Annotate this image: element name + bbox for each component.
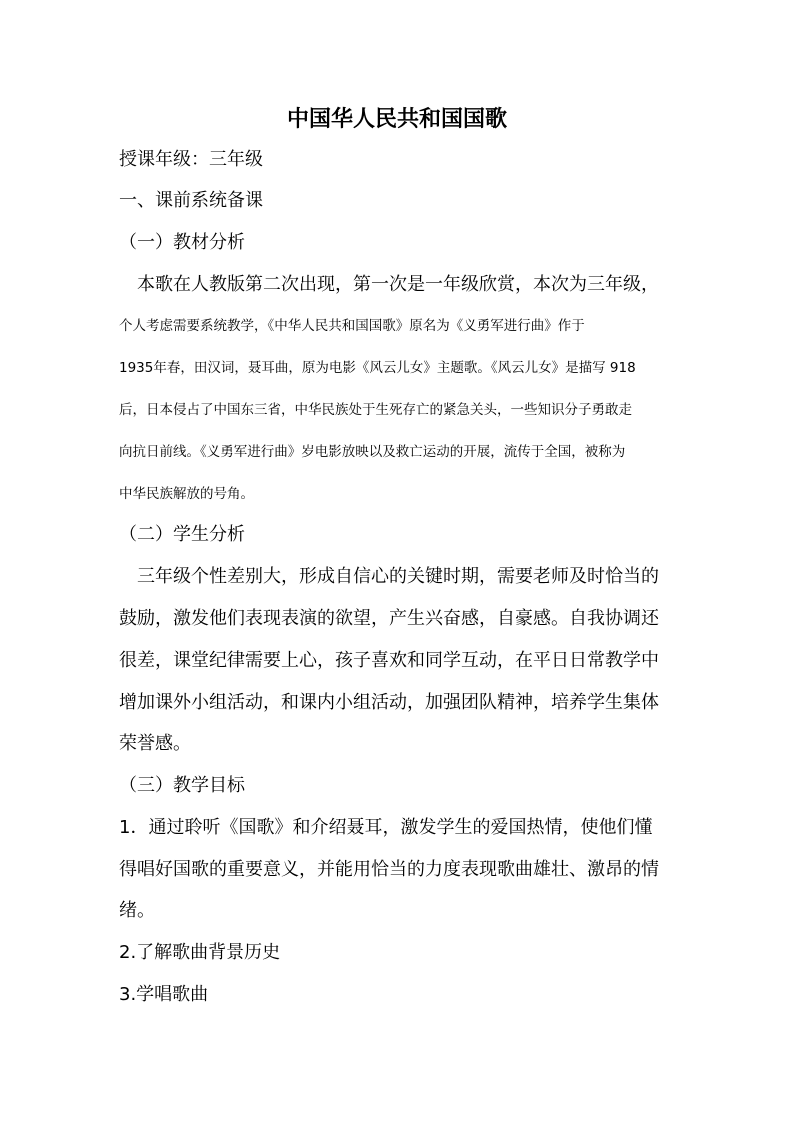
grade-line: 授课年级：三年级 (119, 149, 263, 170)
goal-line: 1．通过聆听《国歌》和介绍聂耳，激发学生的爱国热情，使他们懂 (119, 817, 653, 838)
paragraph-line: 中华民族解放的号角。 (119, 486, 254, 502)
section-heading: 一、课前系统备课 (119, 190, 263, 211)
paragraph-line: 个人考虑需要系统教学，《中华人民共和国国歌》原名为《义勇军进行曲》作于 (119, 318, 585, 334)
paragraph-line: 本歌在人教版第二次出现，第一次是一年级欣赏，本次为三年级， (137, 274, 659, 295)
paragraph-line: 1935年春，田汉词，聂耳曲，原为电影《风云儿女》主题歌。《风云儿女》是描写 918 (119, 360, 636, 376)
paragraph-line: 向抗日前线。《义勇军进行曲》岁电影放映以及救亡运动的开展，流传于全国，被称为 (119, 444, 626, 460)
document-title: 中国华人民共和国国歌 (286, 107, 507, 132)
paragraph-line: 荣誉感。 (119, 733, 191, 754)
subsection-heading: （一）教材分析 (119, 232, 245, 253)
paragraph-line: 三年级个性差别大，形成自信心的关键时期，需要老师及时恰当的 (137, 566, 659, 587)
goal-line: 2.了解歌曲背景历史 (119, 942, 281, 963)
paragraph-line: 很差，课堂纪律需要上心，孩子喜欢和同学互动，在平日日常教学中 (119, 650, 659, 671)
goal-line: 绪。 (119, 900, 155, 921)
subsection-heading: （三）教学目标 (119, 775, 245, 796)
paragraph-line: 增加课外小组活动，和课内小组活动，加强团队精神，培养学生集体 (119, 692, 659, 713)
goal-line: 3.学唱歌曲 (119, 984, 209, 1005)
paragraph-line: 后，日本侵占了中国东三省，中华民族处于生死存亡的紧急关头，一些知识分子勇敢走 (119, 402, 632, 418)
paragraph-line: 鼓励，激发他们表现表演的欲望，产生兴奋感，自豪感。自我协调还 (119, 608, 659, 629)
subsection-heading: （二）学生分析 (119, 524, 245, 545)
goal-line: 得唱好国歌的重要意义，并能用恰当的力度表现歌曲雄壮、激昂的情 (119, 859, 659, 880)
